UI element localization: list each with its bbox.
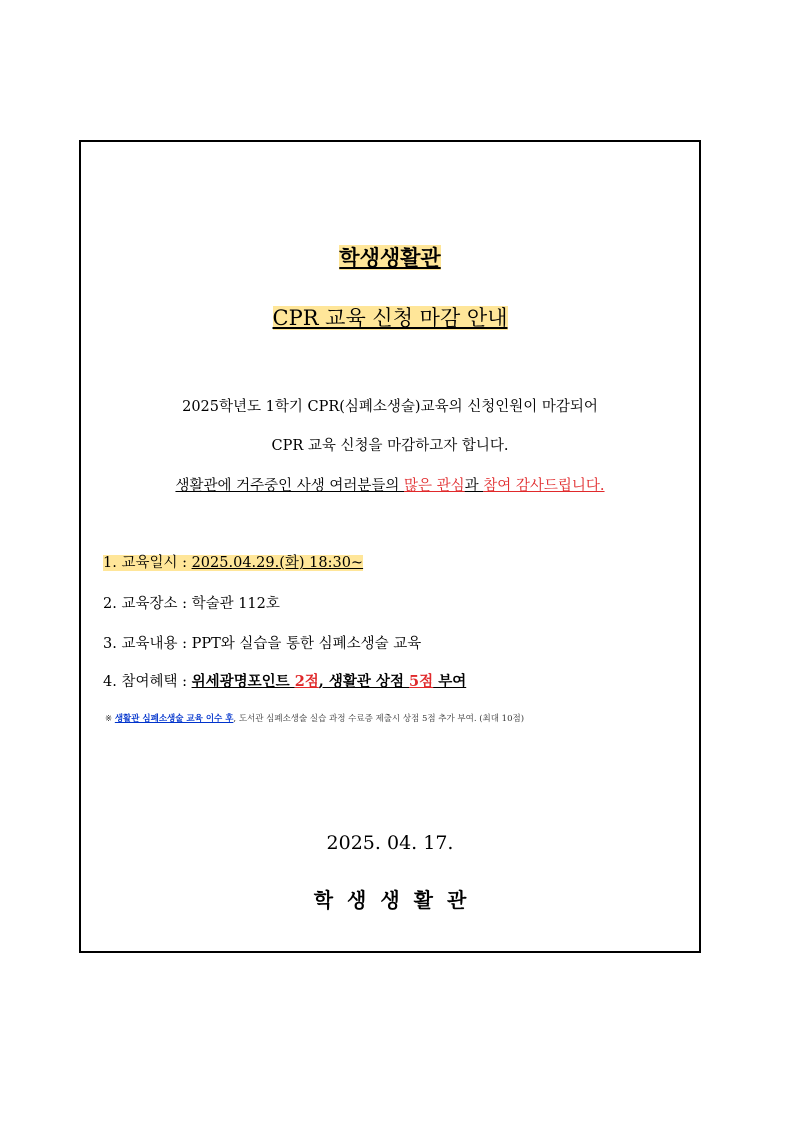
body-line-2: CPR 교육 신청을 마감하고자 합니다. [271, 438, 509, 454]
footnote-text: , 도서관 심폐소생술 실습 과정 수료증 제출시 상점 5점 추가 부여. (최대 10점) [233, 714, 525, 724]
notice-signature: 학생생활관 [313, 888, 481, 912]
footnote-mark: ※ [105, 714, 115, 724]
notice-frame [79, 140, 701, 953]
item-schedule-label: 1. 교육일시 : [103, 555, 192, 571]
item-schedule [103, 551, 363, 572]
item-content-label: 3. 교육내용 : [103, 636, 192, 652]
footnote [105, 712, 524, 724]
item-benefit [103, 670, 466, 691]
item-schedule-highlight [103, 555, 363, 571]
item-benefit-merit: 5점 [409, 673, 434, 690]
body-line-3-c: 과 [464, 478, 484, 494]
item-location-value: 학술관 112호 [191, 596, 280, 612]
body-line-3 [81, 474, 699, 495]
item-schedule-value: 2025.04.29.(화) 18:30~ [191, 555, 364, 571]
item-benefit-a: 위세광명포인트 [191, 673, 295, 690]
notice-date: 2025. 04. 17. [326, 832, 454, 854]
item-content [103, 632, 421, 653]
body-line-3-a: 생활관에 거주중인 사생 여러분들의 [175, 478, 404, 494]
notice-title-line [81, 242, 699, 272]
item-benefit-c: , 생활관 상점 [318, 673, 410, 690]
item-location-label: 2. 교육장소 : [103, 596, 192, 612]
body-line-1: 2025학년도 1학기 CPR(심폐소생술)교육의 신청인원이 마감되어 [182, 399, 598, 415]
item-benefit-e: 부여 [433, 673, 467, 690]
body-line-3-b: 많은 관심 [404, 478, 465, 494]
item-benefit-label: 4. 참여혜택 : [103, 674, 192, 690]
notice-subtitle: CPR 교육 신청 마감 안내 [272, 306, 508, 330]
item-content-value: PPT와 실습을 통한 심폐소생술 교육 [191, 636, 422, 652]
item-location [103, 592, 280, 613]
notice-title: 학생생활관 [339, 245, 441, 270]
notice-subtitle-line [81, 302, 699, 332]
body-line-3-d: 참여 감사드립니다. [483, 478, 605, 494]
item-benefit-points: 2점 [294, 673, 319, 690]
footnote-highlight: 생활관 심폐소생술 교육 이수 후 [114, 714, 234, 724]
